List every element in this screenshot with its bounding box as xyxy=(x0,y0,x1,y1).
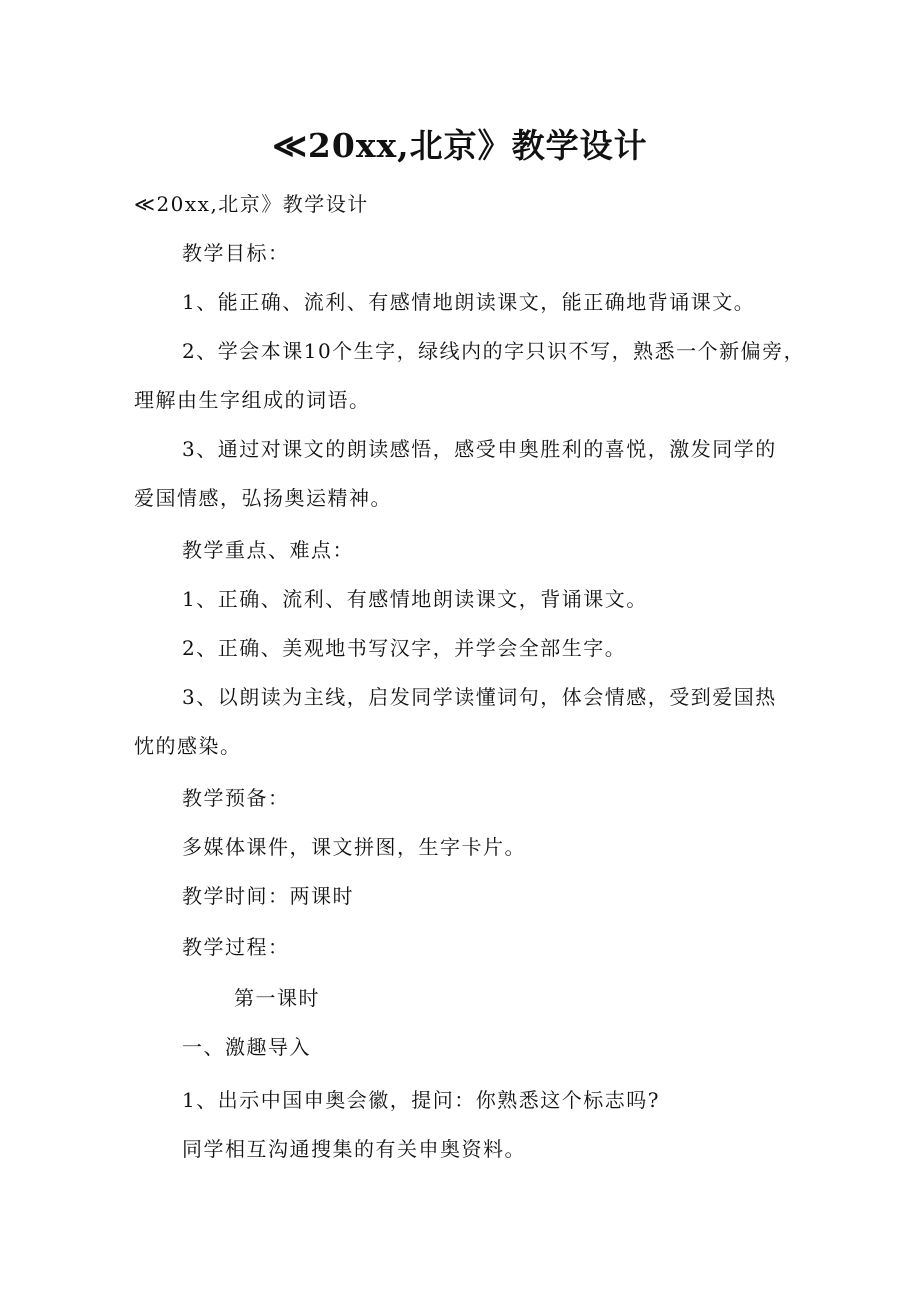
objective-2: 2、学会本课10个生字，绿线内的字只识不写，熟悉一个新偏旁， xyxy=(182,339,806,363)
teaching-time: 教学时间：两课时 xyxy=(182,884,354,908)
step-heading-introduction: 一、激趣导入 xyxy=(182,1035,311,1059)
document-title: ≪20xx,北京》教学设计 xyxy=(272,126,648,165)
section-heading-process: 教学过程： xyxy=(182,935,290,959)
section-heading-preparation: 教学预备： xyxy=(182,786,290,810)
section-heading-key-points: 教学重点、难点： xyxy=(182,538,354,562)
section-heading-objectives: 教学目标： xyxy=(182,241,290,265)
preparation-text: 多媒体课件，课文拼图，生字卡片。 xyxy=(182,835,526,859)
key-point-3: 3、以朗读为主线，启发同学读懂词句，体会情感，受到爱国热 xyxy=(182,685,777,709)
key-point-3-continued: 忱的感染。 xyxy=(134,734,242,758)
objective-3-continued: 爱国情感，弘扬奥运精神。 xyxy=(134,486,392,510)
step-1: 1、出示中国申奥会徽，提问：你熟悉这个标志吗? xyxy=(182,1088,660,1112)
key-point-2: 2、正确、美观地书写汉字，并学会全部生字。 xyxy=(182,636,627,660)
document-subtitle: ≪20xx,北京》教学设计 xyxy=(134,192,369,216)
key-point-1: 1、正确、流利、有感情地朗读课文，背诵课文。 xyxy=(182,587,648,611)
objective-3: 3、通过对课文的朗读感悟，感受申奥胜利的喜悦，激发同学的 xyxy=(182,437,777,461)
first-lesson-heading: 第一课时 xyxy=(234,986,320,1010)
objective-2-continued: 理解由生字组成的词语。 xyxy=(134,388,371,412)
objective-1: 1、能正确、流利、有感情地朗读课文，能正确地背诵课文。 xyxy=(182,290,756,314)
step-1-detail: 同学相互沟通搜集的有关申奥资料。 xyxy=(182,1137,526,1161)
